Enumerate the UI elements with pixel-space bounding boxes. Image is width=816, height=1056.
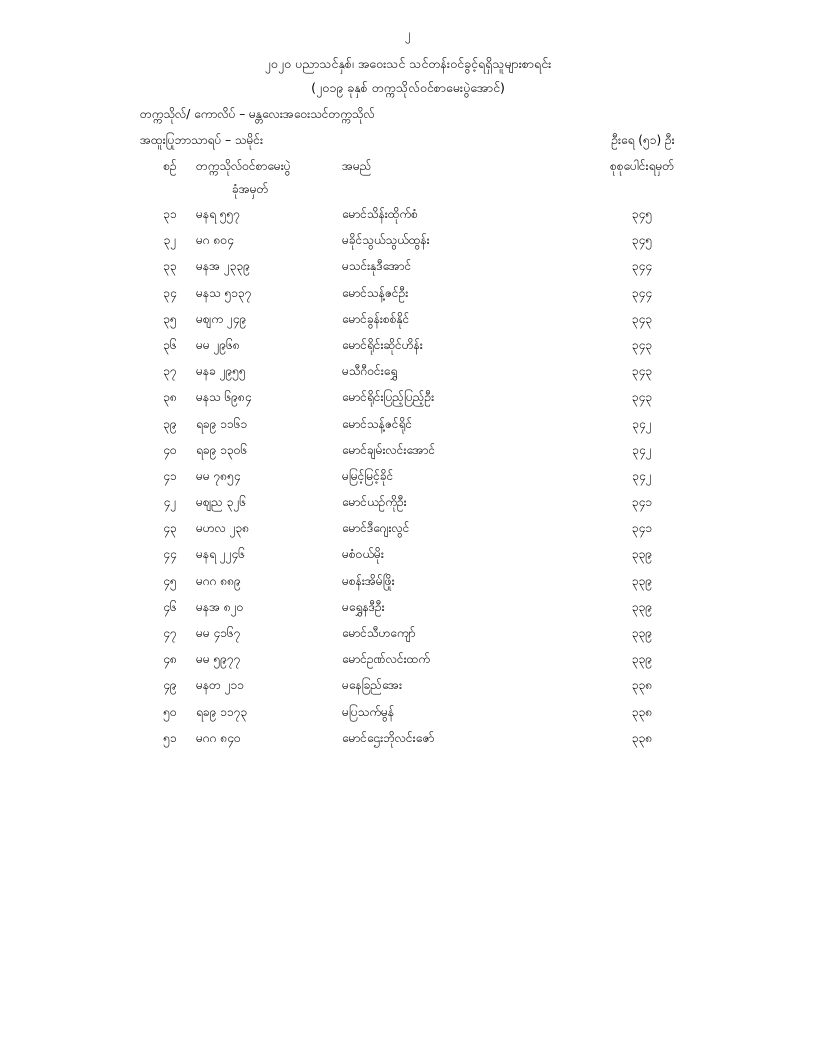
- row-roll-number: မနခ ၂၉၅၅: [196, 364, 246, 379]
- table-row: [0, 232, 816, 258]
- results-table: [0, 206, 816, 756]
- row-number: ၃၉: [163, 416, 177, 431]
- row-name: မောင်ရိုင်းပြည့်ပြည့်ဦး: [342, 390, 435, 405]
- quota-line: ဦးရေ (၅၁) ဦး: [611, 133, 675, 147]
- row-name: မောင်ဥဏ်လင်းထက်: [342, 652, 431, 667]
- row-marks: ၃၃၉: [631, 573, 653, 588]
- row-number: ၄၃: [163, 521, 177, 536]
- table-row: [0, 573, 816, 599]
- row-number: ၃၃: [163, 259, 177, 274]
- table-row: [0, 494, 816, 520]
- table-row: [0, 730, 816, 756]
- row-roll-number: မနရ ၂၂၄၆: [196, 547, 246, 562]
- row-number: ၄၈: [163, 652, 177, 667]
- row-name: မရွှေနဒီဦး: [342, 599, 385, 614]
- row-number: ၃၁: [163, 207, 177, 221]
- row-marks: ၃၄၅: [631, 233, 653, 248]
- row-name: မောင်သိန်းထိုက်စံ: [342, 207, 418, 221]
- row-roll-number: မမ ၂၉၆၈: [196, 337, 240, 352]
- row-number: ၃၅: [163, 311, 177, 326]
- row-marks: ၃၄၁: [631, 521, 653, 536]
- row-name: မနေခြည်အေး: [342, 678, 403, 693]
- table-row: [0, 363, 816, 389]
- row-name: မောင်သီဟကျော်: [342, 626, 416, 640]
- row-name: မစန်းအိမ်ဖြိုး: [342, 573, 395, 588]
- row-marks: ၃၄၅: [631, 207, 653, 221]
- table-row: [0, 599, 816, 625]
- row-roll-number: မဂဂ ၈၈၉: [196, 573, 241, 588]
- university-line: တက္ကသိုလ်/ ကောလိပ် – မန္တလေးအဝေးသင်တက္ကသိုလ်: [140, 107, 375, 121]
- row-roll-number: ရခ၉ ၁၃၀၆: [196, 442, 248, 457]
- row-number: ၃၂: [163, 233, 177, 248]
- row-marks: ၃၃၈: [631, 704, 653, 719]
- column-header-no: စဉ်: [163, 159, 177, 173]
- row-number: ၄၂: [163, 495, 177, 510]
- row-marks: ၃၄၃: [631, 364, 653, 379]
- document-subtitle: (၂၀၁၉ ခုနှစ် တက္ကသိုလ်ဝင်စာမေးပွဲအောင်): [311, 80, 505, 95]
- row-roll-number: ရခ၉ ၁၁၇၃: [196, 704, 248, 719]
- row-roll-number: မမ ၇၈၅၄: [196, 468, 241, 483]
- row-roll-number: မနအ ၈၂၀: [196, 599, 244, 614]
- table-row: [0, 520, 816, 546]
- row-roll-number: မဂ ၈၀၄: [196, 233, 234, 248]
- row-roll-number: မဈည ၃၂၆: [196, 495, 247, 510]
- row-name: မစံဝယ်မိုး: [342, 547, 384, 562]
- row-number: ၃၄: [163, 285, 177, 300]
- row-roll-number: ရခ၉ ၁၁၆၁: [196, 416, 248, 431]
- row-marks: ၃၄၃: [631, 311, 653, 326]
- row-name: မသင်းနုဒီအောင်: [342, 259, 412, 274]
- table-row: [0, 704, 816, 730]
- row-name: မပြသက်မွန်: [342, 704, 395, 719]
- table-row: [0, 442, 816, 468]
- table-row: [0, 625, 816, 651]
- row-name: မောင်သန့်ဇင်ရိုင်: [342, 416, 413, 431]
- row-number: ၄၄: [163, 547, 177, 562]
- table-row: [0, 206, 816, 232]
- row-name: မောင်ချမ်းလင်းအောင်: [342, 442, 436, 457]
- row-marks: ၃၄၄: [631, 259, 653, 274]
- row-number: ၄၆: [163, 599, 177, 614]
- row-marks: ၃၃၉: [631, 599, 653, 614]
- subject-line: အထူးပြုဘာသာရပ် – သမိုင်း: [140, 133, 264, 147]
- row-roll-number: မနသ ၅၁၃၇: [196, 285, 252, 300]
- row-marks: ၃၄၂: [632, 416, 652, 431]
- table-row: [0, 285, 816, 311]
- column-header-name: အမည်: [342, 159, 372, 173]
- row-name: မောင်ခွန်းစစ်နိုင်: [342, 311, 410, 326]
- row-name: မမြင့်မြင့်ခိုင်: [342, 468, 394, 483]
- row-number: ၄၅: [163, 573, 177, 588]
- column-header-roll: တက္ကသိုလ်ဝင်စာမေးပွဲ: [196, 159, 291, 173]
- row-name: မောင်သန့်ဇင်ဦး: [342, 285, 409, 300]
- row-roll-number: မဈက ၂၄၉: [196, 311, 247, 326]
- row-roll-number: မမ ၄၁၆၇: [196, 626, 241, 640]
- row-number: ၅၀: [163, 704, 177, 719]
- table-row: [0, 546, 816, 572]
- page-number: ၂: [405, 27, 411, 41]
- table-row: [0, 677, 816, 703]
- row-number: ၃၆: [163, 337, 177, 352]
- row-number: ၄၀: [163, 442, 177, 457]
- row-name: မခိုင်သွယ်သွယ်ထွန်း: [342, 233, 430, 248]
- row-number: ၄၇: [163, 626, 177, 640]
- table-row: [0, 311, 816, 337]
- table-row: [0, 468, 816, 494]
- row-marks: ၃၄၃: [631, 390, 653, 405]
- row-marks: ၃၄၄: [631, 285, 653, 300]
- row-marks: ၃၄၂: [632, 468, 652, 483]
- row-name: မသီဂီဝင်းရွှေ: [342, 364, 398, 379]
- row-roll-number: မဂဂ ၈၄၀: [196, 730, 241, 745]
- table-row: [0, 651, 816, 677]
- row-name: မောင်ဌေးဘိုလင်းဇော်: [342, 730, 435, 745]
- row-marks: ၃၃၈: [631, 678, 653, 693]
- row-marks: ၃၄၂: [632, 442, 652, 457]
- row-roll-number: မဟလ ၂၃၈: [196, 521, 250, 536]
- table-row: [0, 416, 816, 442]
- row-roll-number: မမ ၅၉၇၇: [196, 652, 241, 667]
- row-marks: ၃၄၁: [631, 495, 653, 510]
- table-row: [0, 389, 816, 415]
- row-marks: ၃၃၉: [631, 626, 653, 640]
- row-roll-number: မနရ ၅၅၇: [196, 207, 241, 221]
- row-number: ၃၈: [163, 390, 177, 405]
- document-title: ၂၀၂၀ ပညာသင်နှစ်၊ အဝေးသင် သင်တန်းဝင်ခွင့်ရရှိသူများစာရင်း: [264, 56, 552, 71]
- column-header-roll-line2: ခုံအမှတ်: [232, 182, 269, 196]
- row-number: ၃၇: [163, 364, 177, 379]
- row-number: ၄၉: [163, 678, 177, 693]
- table-row: [0, 258, 816, 284]
- row-name: မောင်ဒီဂျေးလွင်: [342, 521, 410, 536]
- column-header-marks: စုစုပေါင်းရမှတ်: [609, 159, 675, 173]
- row-name: မောင်ရိုင်းဆိုင်ဟိန်း: [342, 337, 423, 352]
- row-roll-number: မနသ ၆၉၈၄: [196, 390, 252, 405]
- row-marks: ၃၃၉: [631, 547, 653, 562]
- row-number: ၄၁: [163, 468, 177, 483]
- row-marks: ၃၃၈: [631, 730, 653, 745]
- row-number: ၅၁: [163, 730, 177, 745]
- table-row: [0, 337, 816, 363]
- row-marks: ၃၄၃: [631, 337, 653, 352]
- row-name: မောင်ယဥ်ကိုဦး: [342, 495, 407, 510]
- row-roll-number: မနအ ၂၃၃၉: [196, 259, 251, 274]
- row-roll-number: မနတ ၂၁၁: [196, 678, 244, 693]
- row-marks: ၃၃၉: [631, 652, 653, 667]
